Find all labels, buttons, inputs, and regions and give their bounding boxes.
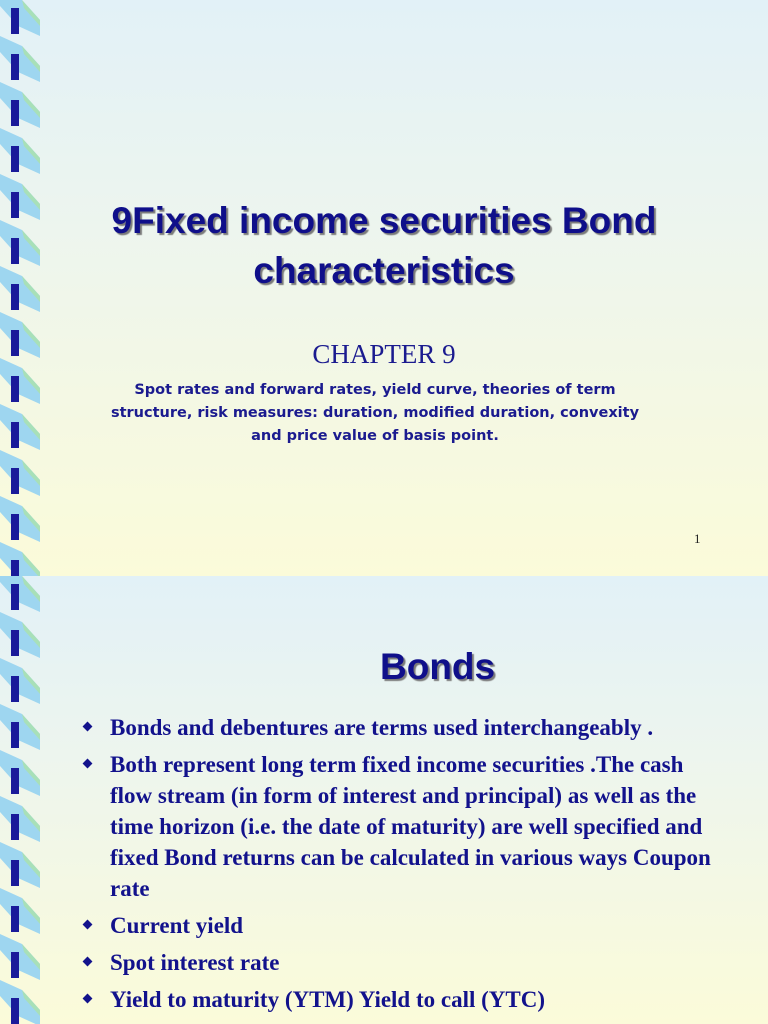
list-item <box>80 749 720 904</box>
ribbon-graphic <box>0 0 44 576</box>
diamond-bullet-icon <box>83 957 93 967</box>
slide-2 <box>0 576 768 1024</box>
bullet-list <box>80 712 720 1021</box>
ribbon-decoration <box>0 0 44 576</box>
chapter-heading: CHAPTER 9 <box>312 339 456 369</box>
list-item <box>80 984 720 1015</box>
bullet-text: Bonds and debentures are terms used interchangeably . <box>110 715 654 740</box>
diamond-bullet-icon <box>83 759 93 769</box>
slide-1-title: 9Fixed income securities Bond characteristics <box>111 200 657 291</box>
bullet-text: Yield to maturity (YTM) Yield to call (YTC) <box>110 987 546 1012</box>
slide-2-title: Bonds <box>380 646 496 687</box>
diamond-bullet-icon <box>83 994 93 1004</box>
bullet-text: Current yield <box>110 913 244 938</box>
list-item <box>80 947 720 978</box>
chapter-subtitle: Spot rates and forward rates, yield curve, theories of term structure, risk measures: duration, modified duration, convexity and price value of basis point. <box>110 382 640 444</box>
diamond-bullet-icon <box>83 722 93 732</box>
bullet-text: Spot interest rate <box>110 950 280 975</box>
bullet-text: Both represent long term fixed income securities .The cash flow stream (in form of interest and principal) as well as the time horizon (i.e. the date of maturity) are well specified and fixed Bond returns can be calculated in various ways Coupon rate <box>110 752 711 901</box>
list-item <box>80 910 720 941</box>
diamond-bullet-icon <box>83 920 93 930</box>
list-item <box>80 712 720 743</box>
page-number: 1 <box>694 531 701 546</box>
